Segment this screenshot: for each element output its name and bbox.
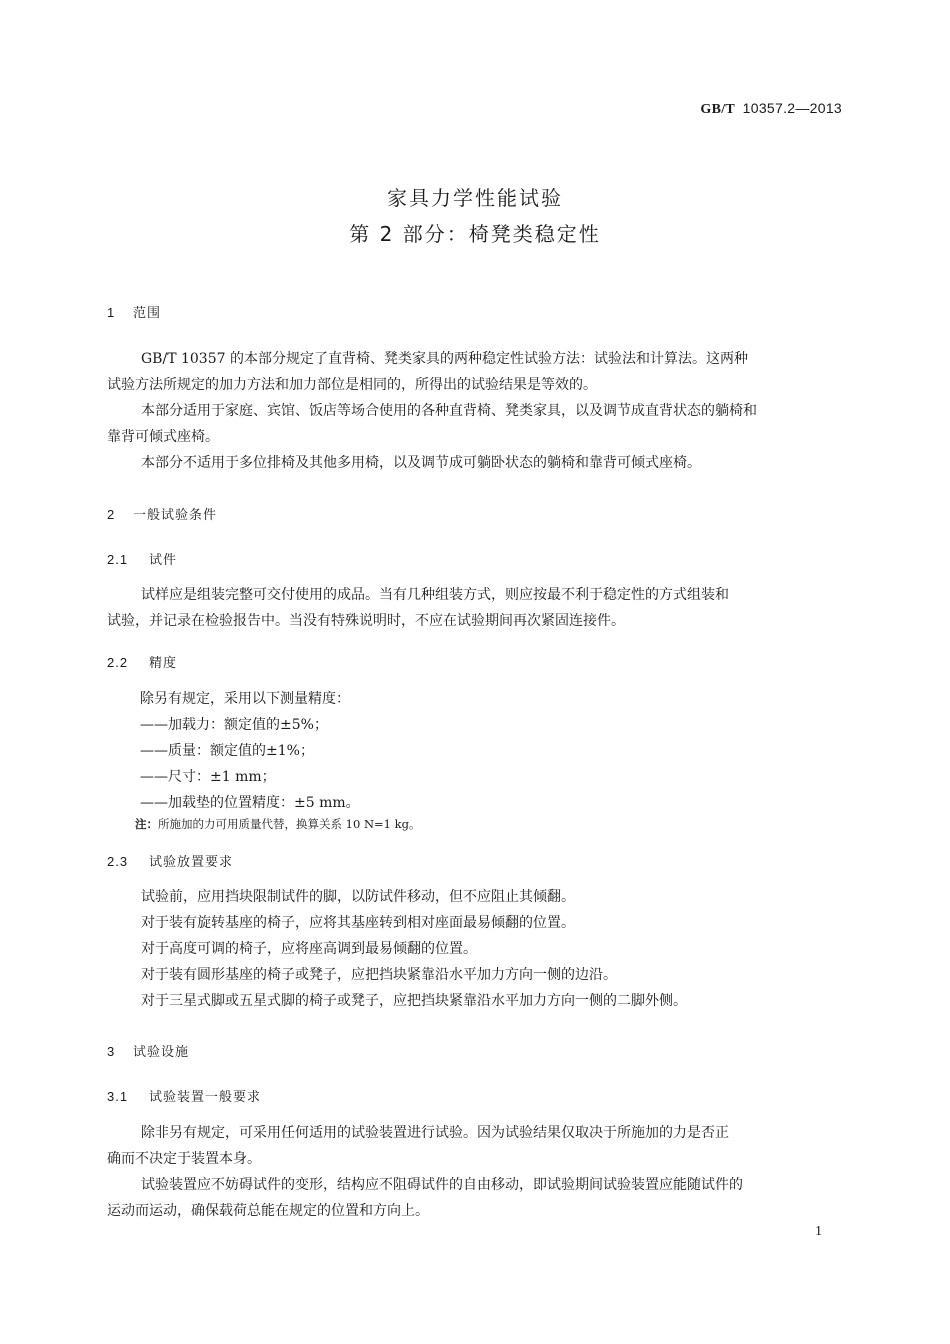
paragraph: 对于装有旋转基座的椅子，应将其基座转到相对座面最易倾翻的位置。 [141, 915, 575, 931]
standard-prefix: GB/T [700, 102, 736, 117]
list-item: ——加载垫的位置精度：±5 mm。 [140, 795, 360, 811]
paragraph: 试验，并记录在检验报告中。当没有特殊说明时，不应在试验期间再次紧固连接件。 [107, 613, 625, 629]
list-item: ——加载力：额定值的±5%； [140, 717, 328, 733]
section-heading-2: 2 一般试验条件 [107, 507, 218, 523]
paragraph: 运动而运动，确保载荷总能在规定的位置和方向上。 [107, 1203, 429, 1219]
paragraph: 试样应是组装完整可交付使用的成品。当有几种组装方式，则应按最不利于稳定性的方式组装和 [141, 587, 729, 603]
document-subtitle: 第 2 部分：椅凳类稳定性 [349, 222, 601, 246]
paragraph: GB/T 10357 的本部分规定了直背椅、凳类家具的两种稳定性试验方法：试验法和计算法。这两种 [141, 351, 748, 367]
section-heading-2-3: 2.3 试验放置要求 [107, 854, 234, 870]
section-heading-1: 1 范围 [107, 305, 162, 321]
list-item: ——质量：额定值的±1%； [140, 743, 314, 759]
list-item: ——尺寸：±1 mm； [140, 769, 276, 785]
paragraph: 试验装置应不妨碍试件的变形，结构应不阻碍试件的自由移动，即试验期间试验装置应能随试件的 [141, 1177, 743, 1193]
paragraph: 对于高度可调的椅子，应将座高调到最易倾翻的位置。 [141, 941, 477, 957]
paragraph: 本部分不适用于多位排椅及其他多用椅，以及调节成可躺卧状态的躺椅和靠背可倾式座椅。 [141, 455, 701, 471]
paragraph: 对于三星式脚或五星式脚的椅子或凳子，应把挡块紧靠沿水平加力方向一侧的二脚外侧。 [141, 993, 687, 1009]
note-label: 注： [135, 817, 158, 831]
section-heading-3: 3 试验设施 [107, 1044, 190, 1060]
paragraph: 除另有规定，采用以下测量精度： [140, 691, 350, 707]
note-text: 所施加的力可用质量代替，换算关系 10 N=1 kg。 [158, 817, 421, 831]
page-number: 1 [815, 1224, 822, 1239]
section-heading-2-1: 2.1 试件 [107, 552, 178, 568]
section-heading-2-2: 2.2 精度 [107, 655, 178, 671]
document-title: 家具力学性能试验 [387, 186, 563, 210]
paragraph: 除非另有规定，可采用任何适用的试验装置进行试验。因为试验结果仅取决于所施加的力是否正 [141, 1125, 729, 1141]
section-heading-3-1: 3.1 试验装置一般要求 [107, 1089, 262, 1105]
standard-number [700, 100, 842, 118]
paragraph: 对于装有圆形基座的椅子或凳子，应把挡块紧靠沿水平加力方向一侧的边沿。 [141, 967, 617, 983]
paragraph: 试验方法所规定的加力方法和加力部位是相同的，所得出的试验结果是等效的。 [107, 377, 597, 393]
paragraph: 试验前，应用挡块限制试件的脚，以防试件移动，但不应阻止其倾翻。 [141, 889, 575, 905]
paragraph: 本部分适用于家庭、宾馆、饭店等场合使用的各种直背椅、凳类家具，以及调节成直背状态的躺椅和 [141, 403, 757, 419]
paragraph: 靠背可倾式座椅。 [107, 429, 219, 445]
note [135, 816, 420, 832]
standard-code: 10357.2—2013 [742, 100, 842, 116]
paragraph: 确而不决定于装置本身。 [107, 1151, 261, 1167]
